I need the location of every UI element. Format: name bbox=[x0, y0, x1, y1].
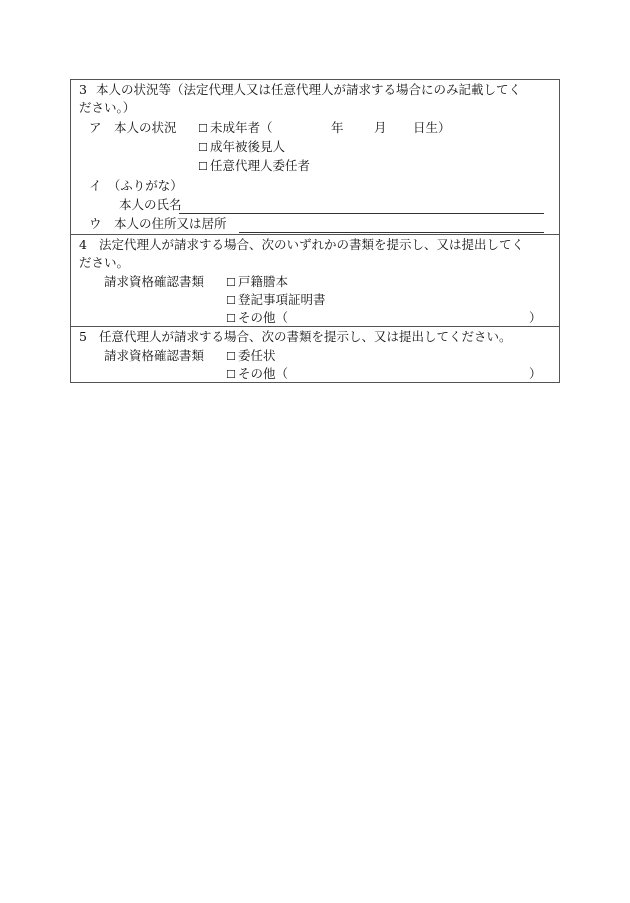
registry-certificate-label: 登記事項証明書 bbox=[238, 292, 326, 307]
section-5-other-option[interactable] bbox=[226, 366, 288, 383]
section-5-close-paren: ） bbox=[529, 366, 542, 381]
section-5-other-checkbox[interactable]: ☐ bbox=[226, 368, 236, 381]
principal-address-field[interactable] bbox=[239, 232, 544, 233]
section-4-other-label: その他（ bbox=[238, 310, 289, 325]
section-3-title-line2: ださい。） bbox=[79, 100, 136, 115]
section-4-doc-label: 請求資格確認書類 bbox=[104, 274, 205, 289]
minor-checkbox[interactable]: ☐ bbox=[198, 122, 208, 135]
power-of-attorney-label: 委任状 bbox=[238, 348, 276, 363]
section-5-doc-label: 請求資格確認書類 bbox=[104, 348, 205, 363]
section-3-number: 3 bbox=[79, 82, 87, 97]
section-5-number: 5 bbox=[79, 329, 87, 344]
principal-address-label: ウ 本人の住所又は居所 bbox=[89, 216, 227, 231]
furigana-label: イ （ふりがな） bbox=[89, 178, 183, 193]
minor-option[interactable] bbox=[198, 120, 273, 137]
section-3-principal-status bbox=[71, 80, 559, 234]
adult-ward-option[interactable] bbox=[198, 139, 285, 156]
section-5-other-label: その他（ bbox=[238, 366, 289, 381]
section-4-title-line2: ださい。 bbox=[79, 255, 130, 270]
section-5-title-line1: 任意代理人が請求する場合、次の書類を提示し、又は提出してください。 bbox=[99, 329, 512, 344]
power-of-attorney-option[interactable] bbox=[226, 348, 276, 365]
family-register-option[interactable] bbox=[226, 274, 288, 291]
delegator-label: 任意代理人委任者 bbox=[210, 158, 311, 173]
principal-name-field[interactable] bbox=[179, 213, 544, 214]
section-4-legal-agent-docs bbox=[71, 234, 559, 326]
section-3-title-line1: 本人の状況等（法定代理人又は任意代理人が請求する場合にのみ記載してく bbox=[96, 82, 522, 97]
section-4-title-line1: 法定代理人が請求する場合、次のいずれかの書類を提示し、又は提出してく bbox=[99, 237, 525, 252]
section-4-number: 4 bbox=[79, 237, 87, 252]
principal-name-label: 本人の氏名 bbox=[119, 197, 182, 212]
delegator-option[interactable] bbox=[198, 158, 310, 175]
minor-label: 未成年者（ bbox=[210, 120, 273, 135]
adult-ward-label: 成年被後見人 bbox=[210, 139, 286, 154]
registry-certificate-checkbox[interactable]: ☐ bbox=[226, 294, 236, 307]
registry-certificate-option[interactable] bbox=[226, 292, 326, 309]
section-4-other-option[interactable] bbox=[226, 310, 288, 327]
delegator-checkbox[interactable]: ☐ bbox=[198, 160, 208, 173]
section-4-close-paren: ） bbox=[529, 310, 542, 325]
request-form-table bbox=[70, 79, 560, 383]
adult-ward-checkbox[interactable]: ☐ bbox=[198, 141, 208, 154]
status-label: ア 本人の状況 bbox=[89, 120, 177, 135]
section-5-voluntary-agent-docs bbox=[71, 326, 559, 382]
family-register-checkbox[interactable]: ☐ bbox=[226, 276, 236, 289]
power-of-attorney-checkbox[interactable]: ☐ bbox=[226, 350, 236, 363]
family-register-label: 戸籍謄本 bbox=[238, 274, 289, 289]
birth-year-label: 年 bbox=[331, 120, 344, 135]
birth-month-label: 月 bbox=[374, 120, 387, 135]
section-4-other-checkbox[interactable]: ☐ bbox=[226, 312, 236, 325]
birth-day-label: 日生） bbox=[413, 120, 451, 135]
